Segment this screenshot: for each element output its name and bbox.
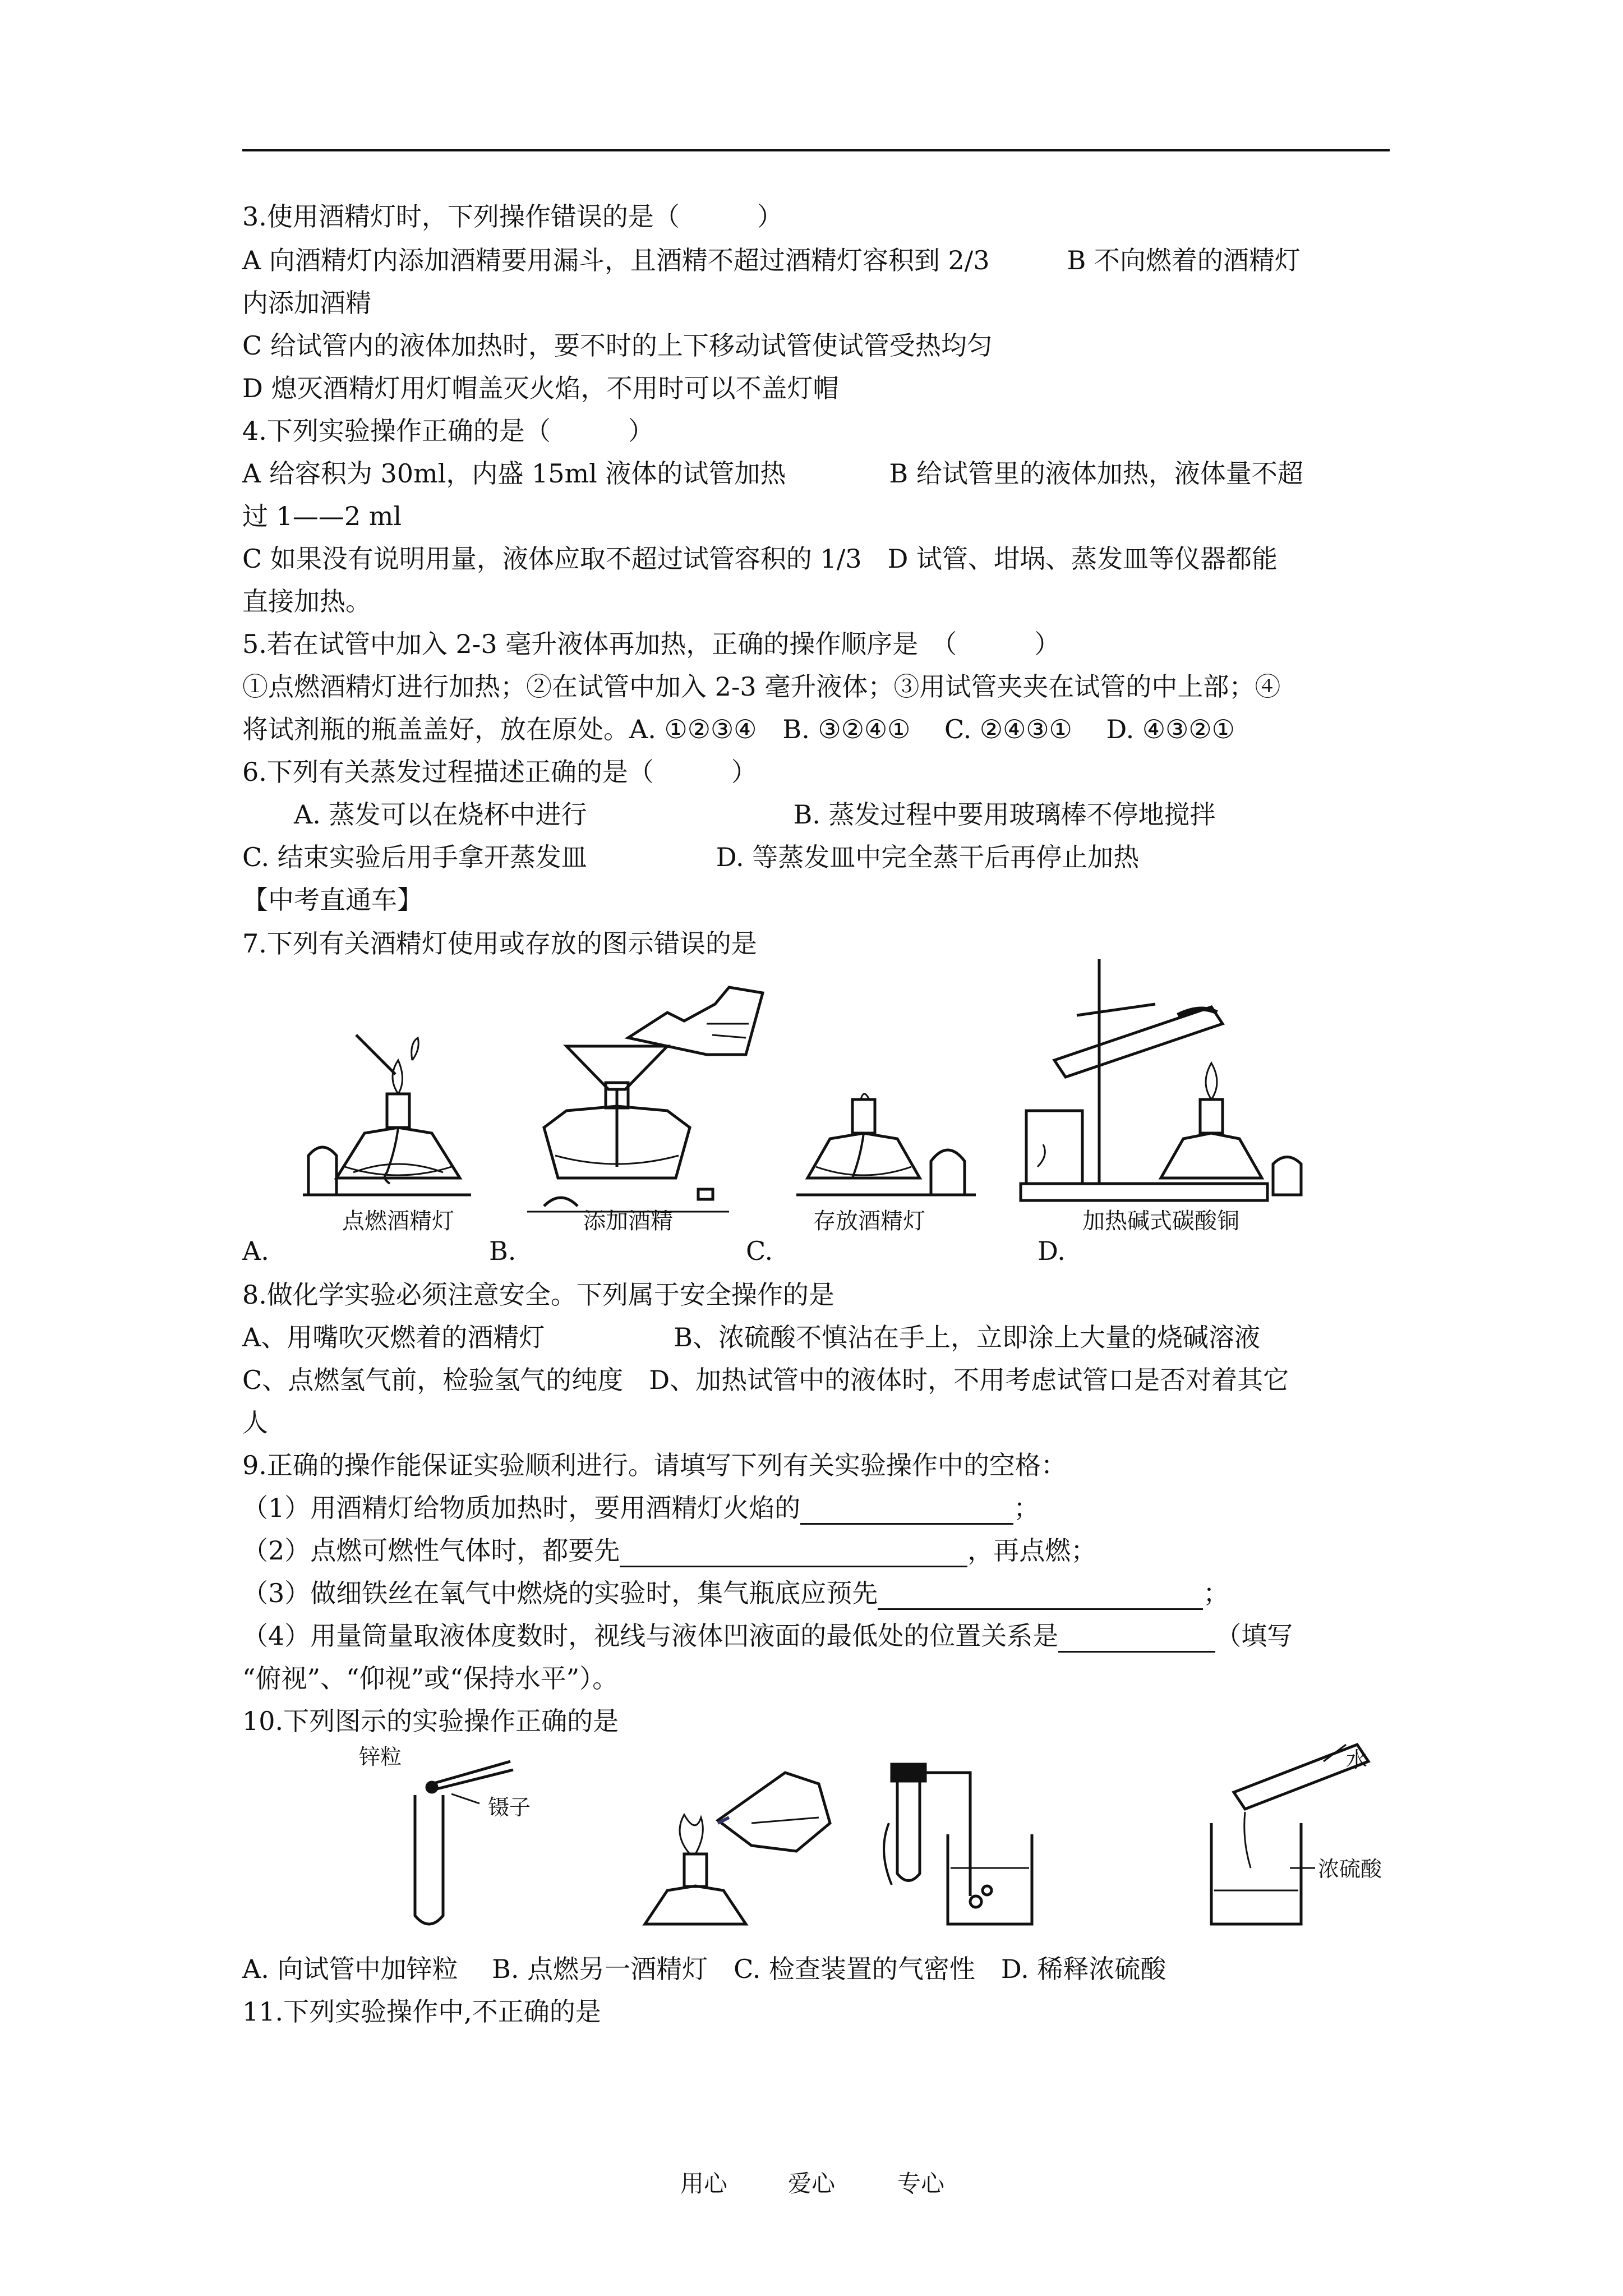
lighting-lamp-illustration [303,1035,471,1195]
q9-blank-4[interactable] [1058,1626,1215,1653]
q7-option-c: C. [746,1236,773,1266]
q4-stem: 4.下列实验操作正确的是（ ） [242,416,654,446]
q3-option-c: C 给试管内的液体加热时，要不时的上下移动试管使试管受热均匀 [242,330,993,361]
q5-stem: 5.若在试管中加入 2-3 毫升液体再加热，正确的操作顺序是 （ ） [242,629,1061,659]
q4-line4: 直接加热。 [242,586,371,616]
section-heading: 【中考直通车】 [242,885,423,915]
q7-option-d: D. [1038,1236,1066,1266]
adding-alcohol-illustration [527,987,763,1212]
q7-fig-label-a: 点燃酒精灯 [342,1208,454,1234]
q7-alcohol-lamp-figure [303,942,1312,1257]
q7-stem: 7.下列有关酒精灯使用或存放的图示错误的是 [242,928,757,959]
q6-line2: C. 结束实验后用手拿开蒸发皿 D. 等蒸发皿中完全蒸干后再停止加热 [242,842,1140,872]
acid-label: 浓硫酸 [1318,1857,1382,1881]
q8-line3: 人 [242,1407,268,1438]
q5-line1: ①点燃酒精灯进行加热；②在试管中加入 2-3 毫升液体；③用试管夹夹在试管的中上部；④ [242,671,1281,702]
tweezers-label: 镊子 [488,1795,531,1820]
q7-fig-label-c: 存放酒精灯 [813,1208,925,1234]
q9-stem: 9.正确的操作能保证实验顺利进行。请填写下列有关实验操作中的空格： [242,1450,1067,1480]
q4-line3: C 如果没有说明用量，液体应取不超过试管容积的 1/3 D 试管、坩埚、蒸发皿等仪器都能 [242,544,1278,574]
q3-stem: 3.使用酒精灯时，下列操作错误的是（ ） [242,201,783,232]
q9-blank-1[interactable] [800,1498,1013,1525]
zinc-label: 锌粒 [359,1745,402,1769]
q3-option-b-cont: 内添加酒精 [242,288,371,318]
q7-option-b: B. [489,1236,517,1266]
q5-line2: 将试剂瓶的瓶盖盖好，放在原处。A. ①②③④ B. ③②④① C. ②④③① D. ④③②① [242,714,1235,744]
q9-item2: （2）点燃可燃性气体时，都要先 ，再点燃； [242,1534,1096,1567]
q11-stem: 11.下列实验操作中,不正确的是 [242,1996,601,2027]
footer-text-1: 用心 [680,2170,728,2197]
q6-line1: A. 蒸发可以在烧杯中进行 B. 蒸发过程中要用玻璃棒不停地搅拌 [242,799,1216,830]
q9-item3: （3）做细铁丝在氧气中燃烧的实验时，集气瓶底应预先 ； [242,1576,1229,1610]
q3-option-d: D 熄灭酒精灯用灯帽盖灭火焰，不用时可以不盖灯帽 [242,373,839,403]
q9-item4: （4）用量筒量取液体度数时，视线与液体凹液面的最低处的位置关系是 （填写 [242,1619,1293,1653]
storing-lamp-illustration [796,1094,976,1195]
water-label: 水 [1346,1747,1368,1772]
q9-blank-3[interactable] [878,1584,1203,1610]
q6-stem: 6.下列有关蒸发过程描述正确的是（ ） [242,757,757,787]
q8-line1: A、用嘴吹灭燃着的酒精灯 B、浓硫酸不慎沾在手上，立即涂上大量的烧碱溶液 [242,1322,1261,1352]
airtightness-check-illustration [884,1764,1032,1924]
q9-item1: （1）用酒精灯给物质加热时，要用酒精灯火焰的 ； [242,1491,1039,1525]
q8-line2: C、点燃氢气前，检验氢气的纯度 D、加热试管中的液体时，不用考虑试管口是否对着其它 [242,1365,1289,1395]
q4-line1: A 给容积为 30ml，内盛 15ml 液体的试管加热 B 给试管里的液体加热，液体量不超 [242,458,1303,489]
footer-text-2: 爱心 [788,2170,836,2197]
q7-option-a: A. [242,1236,269,1266]
header-rule [242,149,1390,151]
q4-line2: 过 1——2 ml [242,501,402,531]
q8-stem: 8.做化学实验必须注意安全。下列属于安全操作的是 [242,1280,834,1310]
q7-fig-label-d: 加热碱式碳酸铜 [1082,1208,1239,1234]
q3-option-a-b: A 向酒精灯内添加酒精要用漏斗，且酒精不超过酒精灯容积到 2/3 B 不向燃着的酒精灯 [242,245,1301,275]
lamp-to-lamp-illustration [645,1773,830,1924]
footer-text-3: 专心 [897,2170,945,2197]
dilute-acid-illustration [1211,1745,1368,1924]
q10-operations-figure [336,1739,1402,1941]
q7-fig-label-b: 添加酒精 [583,1208,673,1234]
q10-stem: 10.下列图示的实验操作正确的是 [242,1706,619,1736]
q9-item4-cont: “俯视”、“仰视”或“保持水平”）。 [242,1663,619,1694]
heating-copper-carbonate-illustration [1021,959,1301,1200]
zinc-test-tube-illustration [415,1761,513,1924]
q9-blank-2[interactable] [620,1541,967,1567]
q10-options: A. 向试管中加锌粒 B. 点燃另一酒精灯 C. 检查装置的气密性 D. 稀释浓硫酸 [242,1954,1166,1984]
